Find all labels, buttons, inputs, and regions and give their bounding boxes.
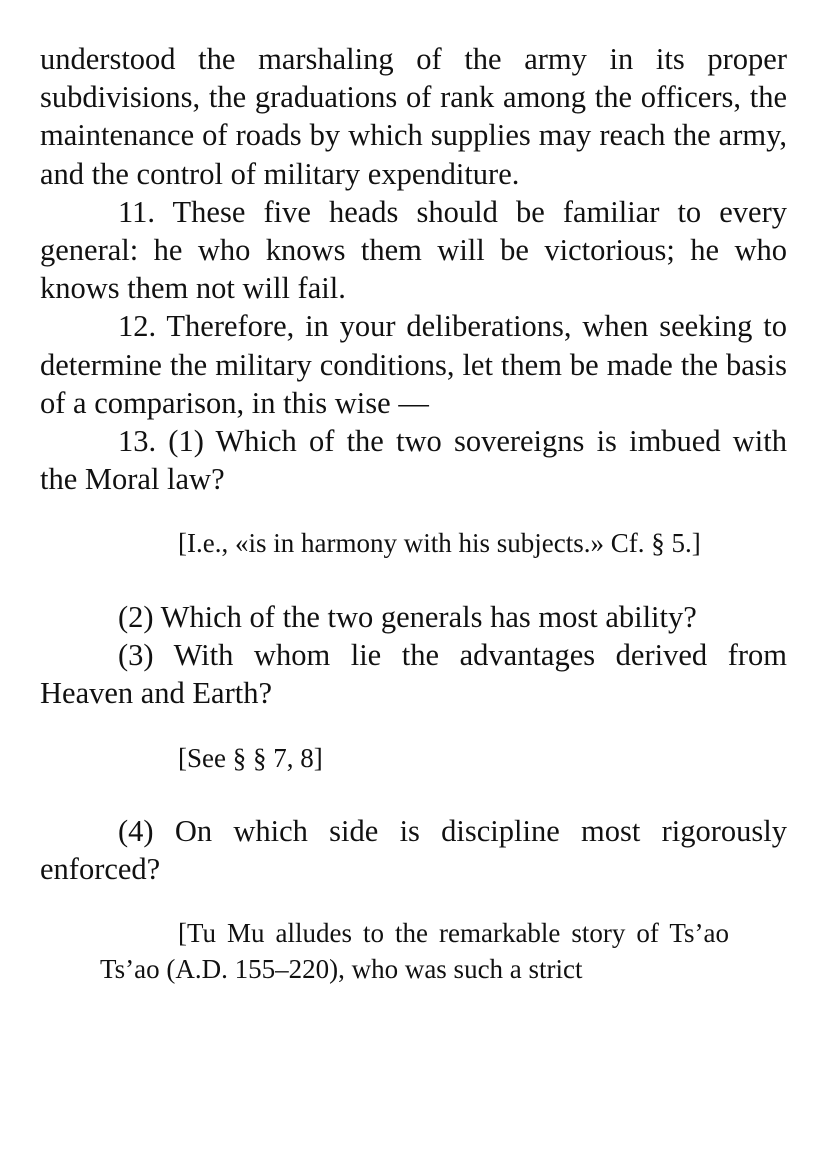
item-4: (4) On which side is discipline most rigorously enforced? xyxy=(40,814,787,887)
paragraph-11: 11. These five heads should be familiar to every general: he who knows them will be victorious; he who knows them not will fail. xyxy=(40,194,787,306)
commentary-note-2: [See § § 7, 8] xyxy=(178,742,323,773)
paragraph-12: 12. Therefore, in your deliberations, when seeking to determine the military conditions, let them be made the basis of a comparison, in this wise — xyxy=(40,309,787,420)
item-3: (3) With whom lie the advantages derived from Heaven and Earth? xyxy=(40,638,787,711)
spacer xyxy=(40,562,787,598)
document-page xyxy=(40,40,787,987)
commentary-note-3: [Tu Mu alludes to the remarkable story of Ts’ao Ts’ao (A.D. 155–220), who was such a strict xyxy=(100,918,729,984)
spacer xyxy=(40,776,787,812)
paragraph-13: 13. (1) Which of the two sovereigns is imbued with the Moral law? xyxy=(40,424,787,497)
paragraph-continuation: understood the marshaling of the army in its proper subdivisions, the graduations of rank among the officers, the maintenance of roads by which supplies may reach the army, and the control of military expenditure. xyxy=(40,42,787,191)
spacer xyxy=(40,888,787,916)
spacer xyxy=(40,713,787,741)
spacer xyxy=(40,498,787,526)
item-2: (2) Which of the two generals has most ability? xyxy=(118,599,697,634)
commentary-note-1: [I.e., «is in harmony with his subjects.» Cf. § 5.] xyxy=(178,528,701,559)
